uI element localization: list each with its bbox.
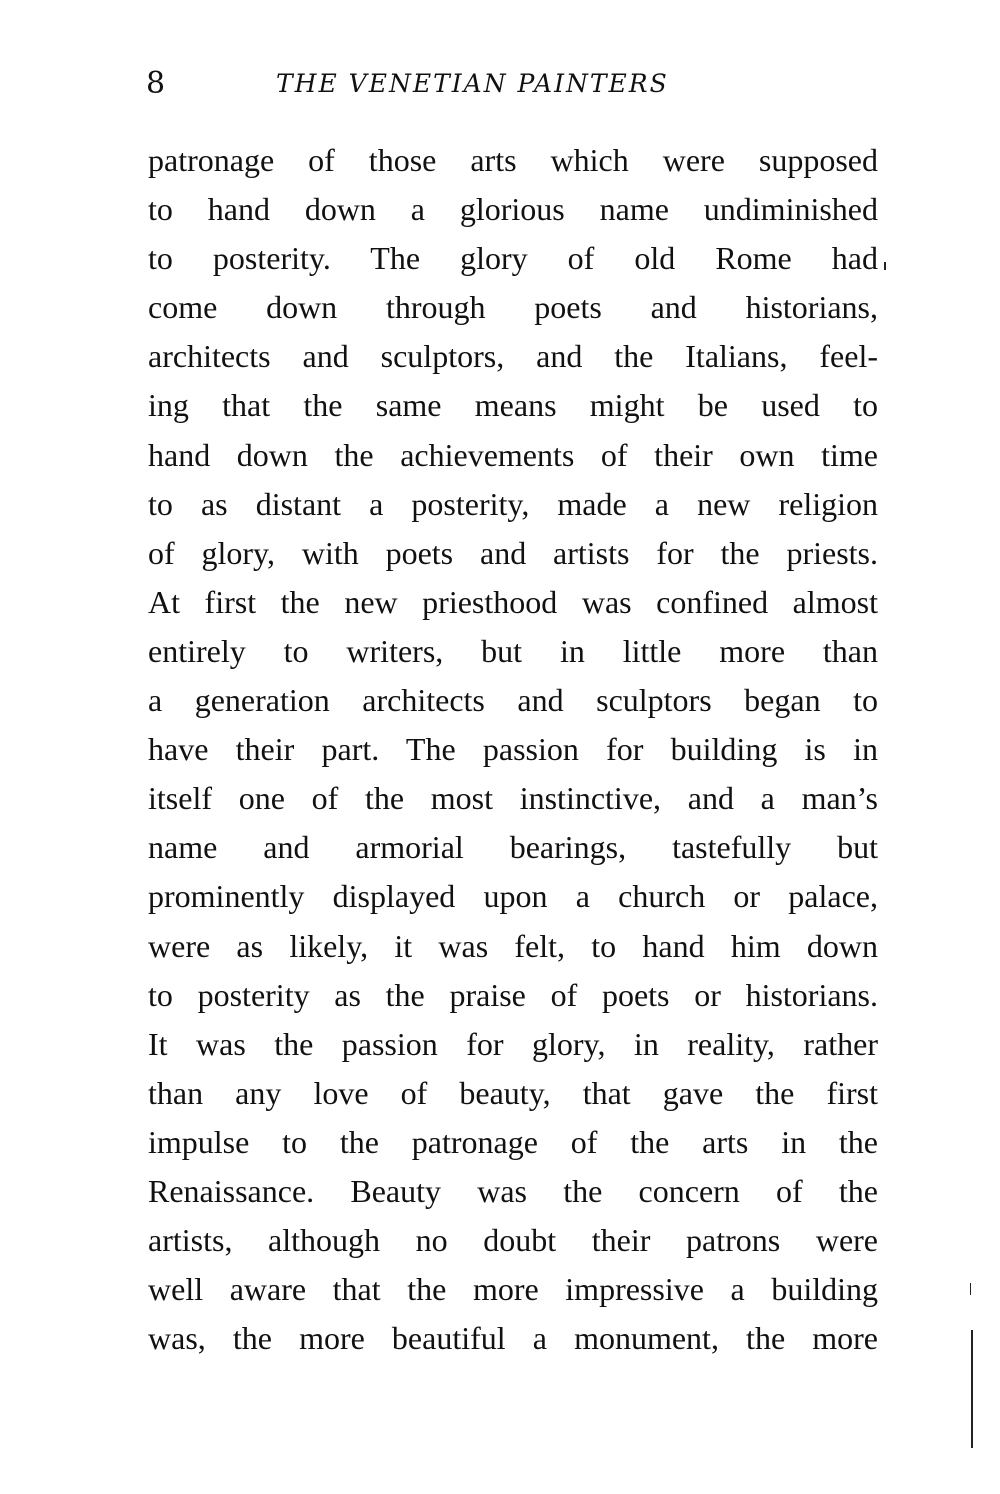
page-number: 8 — [146, 66, 166, 101]
text-line: name and armorial bearings, tastefully but — [148, 829, 878, 866]
text-line: to posterity. The glory of old Rome had — [148, 240, 878, 277]
text-line: artists, although no doubt their patrons were — [148, 1222, 878, 1259]
text-line: to posterity as the praise of poets or historians. — [148, 976, 878, 1013]
text-line: come down through poets and historians, — [148, 289, 878, 326]
text-line: patronage of those arts which were supposed — [148, 142, 878, 178]
text-line: of glory, with poets and artists for the priests. — [148, 534, 878, 571]
text-line: itself one of the most instinctive, and a man’s — [148, 780, 878, 817]
text-line: It was the passion for glory, in reality, rather — [148, 1025, 878, 1062]
text-line: impulse to the patronage of the arts in the — [148, 1123, 878, 1160]
text-line: architects and sculptors, and the Italians, feel- — [148, 338, 878, 375]
text-line: to as distant a posterity, made a new religion — [148, 485, 878, 522]
page-header — [146, 62, 876, 106]
text-line: a generation architects and sculptors began to — [148, 682, 878, 719]
text-line: were as likely, it was felt, to hand him down — [148, 927, 878, 964]
text-line: have their part. The passion for building is in — [148, 731, 878, 768]
scan-edge-mark — [971, 1330, 973, 1448]
running-head: THE VENETIAN PAINTERS — [276, 69, 669, 98]
text-line: Renaissance. Beauty was the concern of the — [148, 1172, 878, 1209]
text-line: to hand down a glorious name undiminished — [148, 191, 878, 228]
text-line: At first the new priesthood was confined almost — [148, 583, 878, 620]
text-line: was, the more beautiful a monument, the more — [148, 1320, 878, 1357]
text-line: prominently displayed upon a church or palace, — [148, 878, 878, 915]
text-line: entirely to writers, but in little more than — [148, 632, 878, 669]
scan-speck-mark — [970, 1283, 971, 1295]
text-line: well aware that the more impressive a building — [148, 1271, 878, 1308]
text-line: ing that the same means might be used to — [148, 387, 878, 424]
text-line: than any love of beauty, that gave the first — [148, 1074, 878, 1111]
text-line: hand down the achievements of their own time — [148, 436, 878, 473]
scan-speck-mark — [884, 262, 886, 270]
body-text — [148, 136, 878, 1363]
